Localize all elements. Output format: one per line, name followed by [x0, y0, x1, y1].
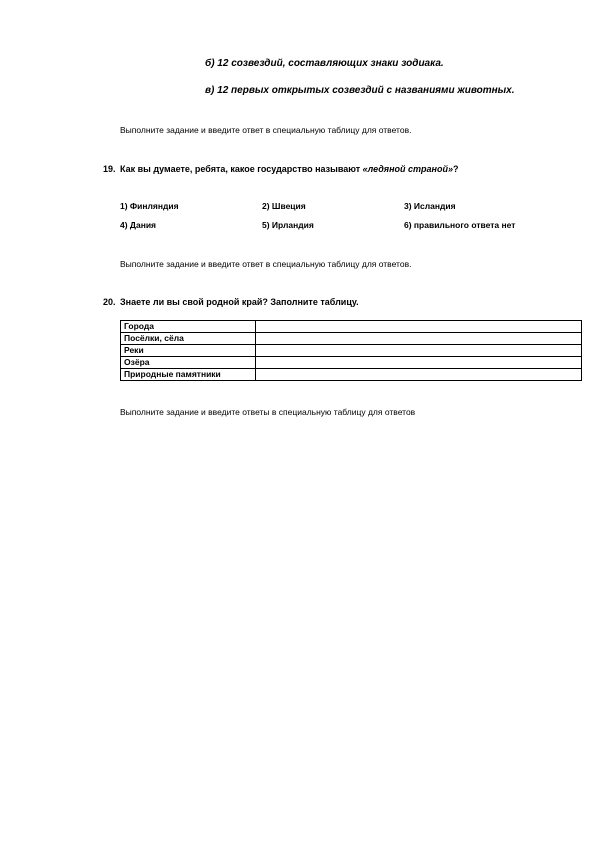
option-b-text: б) 12 созвездий, составляющих знаки зодиака.: [205, 58, 444, 69]
answer-option-6: 6) правильного ответа нет: [404, 220, 516, 230]
question-20-text: Знаете ли вы свой родной край? Заполните таблицу.: [120, 297, 359, 307]
table-answer-cell[interactable]: [256, 357, 582, 369]
table-row-label: Города: [121, 321, 256, 333]
table-row: [121, 369, 582, 381]
table-row-label: Реки: [121, 345, 256, 357]
question-19-number: 19.: [103, 164, 116, 174]
table-row-label: Озёра: [121, 357, 256, 369]
question-19-emphasis: «ледяной страной»: [362, 164, 453, 174]
table-row-label: Природные памятники: [121, 369, 256, 381]
table-answer-cell[interactable]: [256, 333, 582, 345]
answer-option-2: 2) Швеция: [262, 201, 306, 211]
question-20-number: 20.: [103, 297, 116, 307]
answer-option-4: 4) Дания: [120, 220, 157, 230]
table-answer-cell[interactable]: [256, 321, 582, 333]
table-row: [121, 321, 582, 333]
question-19-text-start: Как вы думаете, ребята, какое государство называют: [120, 164, 363, 174]
instruction-text: Выполните задание и введите ответ в специальную таблицу для ответов.: [120, 259, 412, 269]
table-row: [121, 345, 582, 357]
answer-option-3: 3) Исландия: [404, 201, 456, 211]
instruction-text: Выполните задание и введите ответ в специальную таблицу для ответов.: [120, 125, 412, 135]
question-19-text-end: ?: [452, 164, 459, 174]
table-answer-cell[interactable]: [256, 369, 582, 381]
option-v-text: в) 12 первых открытых созвездий с названиями животных.: [205, 85, 515, 96]
instruction-text: Выполните задание и введите ответы в специальную таблицу для ответов: [120, 407, 416, 417]
answer-option-1: 1) Финляндия: [120, 201, 179, 211]
answer-option-5: 5) Ирландия: [262, 220, 314, 230]
table-row: [121, 333, 582, 345]
native-land-table: [120, 320, 582, 381]
table-answer-cell[interactable]: [256, 345, 582, 357]
table-row-label: Посёлки, сёла: [121, 333, 256, 345]
table-row: [121, 357, 582, 369]
question-19-text: [120, 164, 458, 174]
